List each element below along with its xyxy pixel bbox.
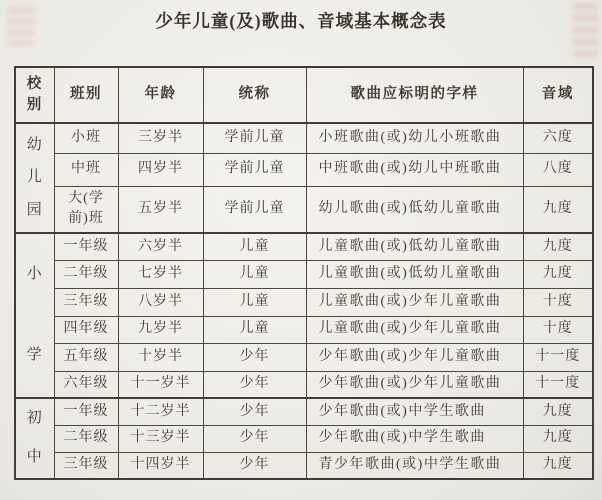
- cell-name: 学前儿童: [203, 186, 306, 233]
- cell-song-label: 少年歌曲(或)中学生歌曲: [306, 425, 523, 452]
- cell-song-label: 儿童歌曲(或)低幼儿童歌曲: [306, 260, 523, 288]
- cell-song-label: 儿童歌曲(或)低幼儿童歌曲: [306, 233, 523, 260]
- cell-age: 十岁半: [118, 343, 203, 371]
- cell-name: 儿童: [203, 233, 306, 260]
- cell-range: 九度: [523, 425, 593, 452]
- school-char: 幼: [26, 136, 43, 153]
- concept-table: [14, 66, 594, 480]
- header-range: 音域: [523, 67, 593, 123]
- school-group-kindergarten: [15, 123, 54, 233]
- cell-age: 八岁半: [118, 288, 203, 316]
- table-row: [15, 343, 593, 371]
- header-age: 年龄: [118, 67, 203, 123]
- cell-name: 少年: [203, 425, 306, 452]
- header-name: 统称: [203, 67, 306, 123]
- cell-class: 小班: [54, 123, 118, 153]
- cell-class: 中班: [54, 153, 118, 186]
- cell-song-label: 青少年歌曲(或)中学生歌曲: [306, 452, 523, 479]
- table-row: [15, 186, 593, 233]
- cell-range: 十一度: [523, 343, 593, 371]
- cell-age: 十四岁半: [118, 452, 203, 479]
- school-char: 园: [26, 201, 43, 218]
- school-group-label: [16, 399, 54, 478]
- cell-range: 八度: [523, 153, 593, 186]
- school-group-junior-high: [15, 398, 54, 479]
- table-row: [15, 398, 593, 425]
- cell-range: 九度: [523, 186, 593, 233]
- table-row: [15, 153, 593, 186]
- cell-age: 七岁半: [118, 260, 203, 288]
- table-row: [15, 316, 593, 343]
- cell-age: 六岁半: [118, 233, 203, 260]
- cell-name: 学前儿童: [203, 153, 306, 186]
- cell-class: 二年级: [54, 260, 118, 288]
- cell-name: 学前儿童: [203, 123, 306, 153]
- school-char: 儿: [26, 169, 43, 186]
- cell-name: 儿童: [203, 288, 306, 316]
- school-char: 中: [26, 449, 43, 466]
- cell-class: 五年级: [54, 343, 118, 371]
- cell-name: 少年: [203, 452, 306, 479]
- cell-song-label: 少年歌曲(或)少年儿童歌曲: [306, 343, 523, 371]
- cell-song-label: 儿童歌曲(或)少年儿童歌曲: [306, 288, 523, 316]
- cell-range: 十一度: [523, 371, 593, 398]
- cell-age: 十一岁半: [118, 371, 203, 398]
- school-char: 学: [26, 347, 43, 364]
- cell-song-label: 小班歌曲(或)幼儿小班歌曲: [306, 123, 523, 153]
- cell-class: 一年级: [54, 233, 118, 260]
- cell-name: 少年: [203, 371, 306, 398]
- cell-song-label: 儿童歌曲(或)少年儿童歌曲: [306, 316, 523, 343]
- table-row: [15, 123, 593, 153]
- school-group-label: [16, 234, 54, 397]
- table-row: [15, 260, 593, 288]
- cell-song-label: 中班歌曲(或)幼儿中班歌曲: [306, 153, 523, 186]
- header-class: 班别: [54, 67, 118, 123]
- cell-song-label: 少年歌曲(或)少年儿童歌曲: [306, 371, 523, 398]
- cell-age: 九岁半: [118, 316, 203, 343]
- cell-name: 儿童: [203, 260, 306, 288]
- table-row: [15, 425, 593, 452]
- header-school: 校别: [15, 67, 54, 123]
- school-group-label: [16, 124, 54, 232]
- cell-age: 十二岁半: [118, 398, 203, 425]
- cell-class: 二年级: [54, 425, 118, 452]
- cell-range: 九度: [523, 398, 593, 425]
- cell-age: 三岁半: [118, 123, 203, 153]
- cell-class: 三年级: [54, 452, 118, 479]
- school-group-primary: [15, 233, 54, 398]
- cell-range: 六度: [523, 123, 593, 153]
- cell-name: 少年: [203, 343, 306, 371]
- table-row: [15, 452, 593, 479]
- cell-song-label: 少年歌曲(或)中学生歌曲: [306, 398, 523, 425]
- cell-name: 儿童: [203, 316, 306, 343]
- header-song-label: 歌曲应标明的字样: [306, 67, 523, 123]
- table-row: [15, 233, 593, 260]
- cell-range: 九度: [523, 452, 593, 479]
- cell-class: 四年级: [54, 316, 118, 343]
- cell-range: 十度: [523, 316, 593, 343]
- cell-song-label: 幼儿歌曲(或)低幼儿童歌曲: [306, 186, 523, 233]
- cell-class: 一年级: [54, 398, 118, 425]
- cell-range: 九度: [523, 260, 593, 288]
- table-row: [15, 288, 593, 316]
- cell-age: 十三岁半: [118, 425, 203, 452]
- cell-class: 三年级: [54, 288, 118, 316]
- table-header-row: [15, 67, 593, 123]
- cell-range: 十度: [523, 288, 593, 316]
- page-title: 少年儿童(及)歌曲、音域基本概念表: [155, 11, 447, 31]
- cell-name: 少年: [203, 398, 306, 425]
- cell-age: 四岁半: [118, 153, 203, 186]
- cell-class: 大(学前)班: [54, 186, 118, 233]
- table-row: [15, 371, 593, 398]
- cell-class: 六年级: [54, 371, 118, 398]
- school-char: 初: [26, 409, 43, 426]
- school-char: 小: [26, 265, 43, 282]
- cell-age: 五岁半: [118, 186, 203, 233]
- cell-range: 九度: [523, 233, 593, 260]
